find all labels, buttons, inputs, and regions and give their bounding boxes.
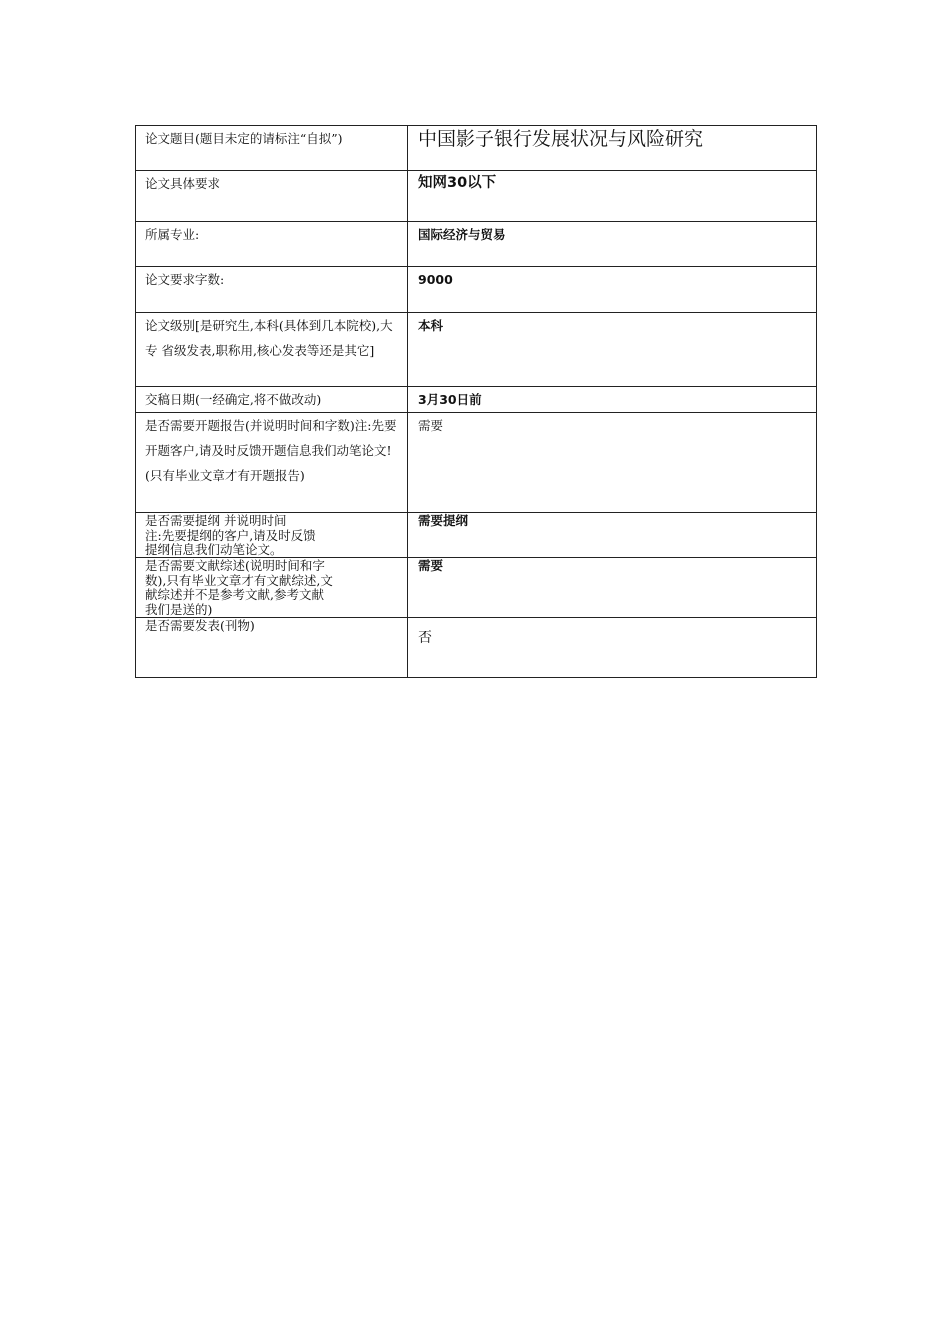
- label-cell: [136, 413, 408, 513]
- value-cell: [408, 413, 817, 513]
- publication-value: 否: [418, 630, 432, 646]
- literature-label-line-1: 是否需要文献综述(说明时间和字: [145, 558, 325, 573]
- label-cell: [136, 222, 408, 267]
- literature-value: 需要: [418, 558, 444, 573]
- label-cell: [136, 558, 408, 618]
- level-label: 论文级别[是研究生,本科(具体到几本院校),大专 省级发表,职称用,核心发表等还是其它]: [145, 318, 393, 358]
- requirements-value: 知网30以下: [418, 175, 497, 191]
- outline-label-line-1: 是否需要提纲 并说明时间: [145, 513, 287, 528]
- label-cell: [136, 387, 408, 413]
- outline-label-line-3: 提纲信息我们动笔论文。: [145, 542, 283, 557]
- table-row: [136, 222, 817, 267]
- paper-title-value: 中国影子银行发展状况与风险研究: [418, 128, 704, 150]
- due-date-value: 3月30日前: [418, 392, 482, 407]
- level-value: 本科: [418, 318, 444, 333]
- literature-label-line-2: 数),只有毕业文章才有文献综述,文: [145, 572, 333, 588]
- table-row: [136, 618, 817, 678]
- literature-label-line-4: 我们是送的): [145, 601, 213, 617]
- label-cell: [136, 513, 408, 558]
- proposal-value: 需要: [418, 418, 444, 433]
- table-row: [136, 387, 817, 413]
- label-cell: [136, 313, 408, 387]
- table-row: [136, 171, 817, 222]
- value-cell: [408, 171, 817, 222]
- literature-label-line-3: 献综述并不是参考文献,参考文献: [145, 587, 324, 602]
- value-cell: [408, 267, 817, 313]
- value-cell: [408, 558, 817, 618]
- label-cell: [136, 171, 408, 222]
- value-cell: [408, 387, 817, 413]
- due-date-label: 交稿日期(一经确定,将不做改动): [145, 392, 322, 407]
- table-row: [136, 413, 817, 513]
- table-row: [136, 513, 817, 558]
- major-label: 所属专业:: [145, 227, 200, 242]
- label-cell: [136, 126, 408, 171]
- label-cell: [136, 618, 408, 678]
- publication-label: 是否需要发表(刊物): [145, 618, 255, 633]
- table-row: [136, 126, 817, 171]
- value-cell: [408, 618, 817, 678]
- outline-label-line-2: 注:先要提纲的客户,请及时反馈: [145, 527, 316, 543]
- table-row: [136, 558, 817, 618]
- outline-value: 需要提纲: [418, 513, 469, 528]
- value-cell: [408, 222, 817, 267]
- value-cell: [408, 513, 817, 558]
- paper-title-label: 论文题目(题目未定的请标注“自拟”): [145, 131, 343, 146]
- word-count-label: 论文要求字数:: [145, 272, 225, 287]
- table-row: [136, 313, 817, 387]
- major-value: 国际经济与贸易: [418, 227, 506, 242]
- value-cell: [408, 313, 817, 387]
- table-row: [136, 267, 817, 313]
- value-cell: [408, 126, 817, 171]
- proposal-label: 是否需要开题报告(并说明时间和字数)注:先要开题客户,请及时反馈开题信息我们动笔论文!(只有毕业文章才有开题报告): [145, 418, 397, 483]
- requirements-table: [135, 125, 817, 678]
- requirements-label: 论文具体要求: [145, 176, 221, 191]
- word-count-value: 9000: [418, 272, 453, 287]
- label-cell: [136, 267, 408, 313]
